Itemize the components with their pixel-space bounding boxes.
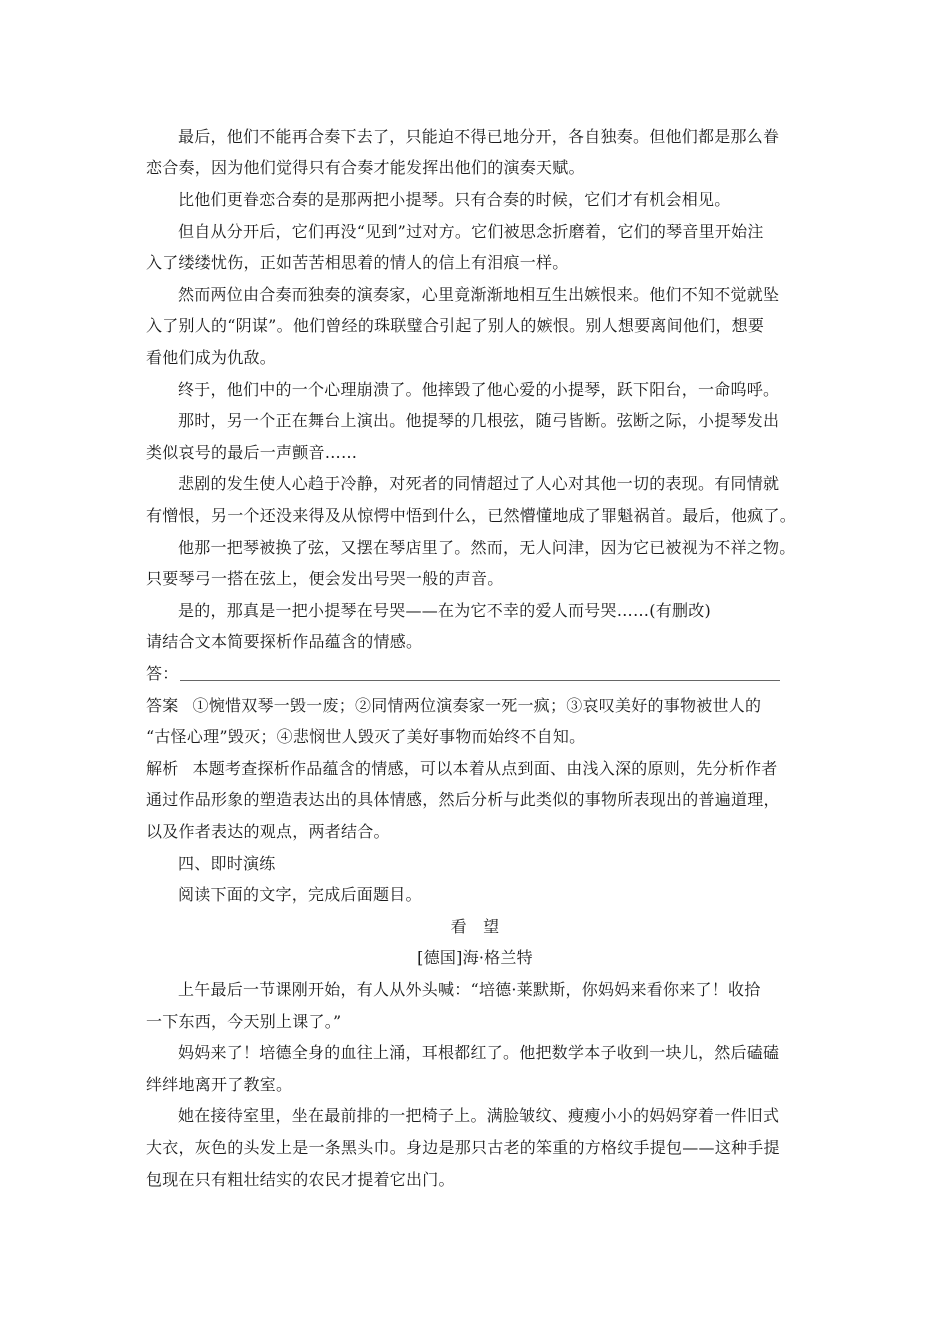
paragraph-line: 是的，那真是一把小提琴在号哭——在为它不幸的爱人而号哭……(有删改): [178, 601, 711, 620]
answer-prompt: 答：: [146, 664, 179, 683]
paragraph-line: 入了缕缕忧伤，正如苦苦相思着的情人的信上有泪痕一样。: [146, 253, 569, 272]
story-line: 她在接待室里，坐在最前排的一把椅子上。满脸皱纹、瘦瘦小小的妈妈穿着一件旧式: [178, 1106, 780, 1125]
story-author: [德国]海·格兰特: [417, 948, 533, 967]
paragraph-line: 类似哀号的最后一声颤音……: [146, 443, 358, 462]
analysis-text: 本题考查探析作品蕴含的情感，可以本着从点到面、由浅入深的原则，先分析作者: [192, 759, 778, 778]
analysis-label: 解析: [146, 759, 179, 778]
story-line: 大衣，灰色的头发上是一条黑头巾。身边是那只古老的笨重的方格纹手提包——这种手提: [146, 1138, 780, 1157]
answer-label: 答案: [146, 696, 179, 715]
paragraph-line: 比他们更眷恋合奏的是那两把小提琴。只有合奏的时候，它们才有机会相见。: [178, 190, 731, 209]
paragraph-line: 但自从分开后，它们再没“见到”过对方。它们被思念折磨着，它们的琴音里开始注: [178, 222, 764, 241]
question-text: 请结合文本简要探析作品蕴含的情感。: [146, 632, 423, 651]
paragraph-line: 只要琴弓一搭在弦上，便会发出号哭一般的声音。: [146, 569, 504, 588]
section-heading: 四、即时演练: [178, 854, 276, 873]
paragraph-line: 悲剧的发生使人心趋于冷静，对死者的同情超过了人心对其他一切的表现。有同情就: [178, 474, 780, 493]
paragraph-line: 那时，另一个正在舞台上演出。他提琴的几根弦，随弓皆断。弦断之际，小提琴发出: [178, 411, 780, 430]
paragraph-line: 最后，他们不能再合奏下去了，只能迫不得已地分开，各自独奏。但他们都是那么眷: [178, 127, 780, 146]
analysis-line: [146, 758, 778, 780]
paragraph-line: 恋合奏，因为他们觉得只有合奏才能发挥出他们的演奏天赋。: [146, 158, 585, 177]
analysis-line: 通过作品形象的塑造表达出的具体情感，然后分析与此类似的事物所表现出的普遍道理，: [146, 790, 780, 809]
answer-line: [146, 695, 761, 717]
paragraph-line: 入了别人的“阴谋”。他们曾经的珠联璧合引起了别人的嫉恨。别人想要离间他们，想要: [146, 316, 765, 335]
answer-text: ①惋惜双琴一毁一废；②同情两位演奏家一死一疯；③哀叹美好的事物被世人的: [192, 696, 762, 715]
paragraph-line: 有憎恨，另一个还没来得及从惊愕中悟到什么，已然懵懂地成了罪魁祸首。最后，他疯了。: [146, 506, 797, 525]
answer-blank-line: [180, 680, 780, 681]
story-line: 包现在只有粗壮结实的农民才提着它出门。: [146, 1170, 455, 1189]
answer-line: “古怪心理”毁灭；④悲悯世人毁灭了美好事物而始终不自知。: [146, 727, 586, 746]
paragraph-line: 终于，他们中的一个心理崩溃了。他摔毁了他心爱的小提琴，跃下阳台，一命呜呼。: [178, 380, 780, 399]
story-line: 妈妈来了！培德全身的血往上涌，耳根都红了。他把数学本子收到一块儿，然后磕磕: [178, 1043, 780, 1062]
story-line: 绊绊地离开了教室。: [146, 1075, 293, 1094]
story-title: 看 望: [450, 917, 500, 936]
paragraph-line: 他那一把琴被换了弦，又摆在琴店里了。然而，无人问津，因为它已被视为不祥之物。: [178, 538, 796, 557]
story-line: 一下东西，今天别上课了。”: [146, 1012, 342, 1031]
story-line: 上午最后一节课刚开始，有人从外头喊：“培德·莱默斯，你妈妈来看你来了！收拾: [178, 980, 761, 999]
section-instruction: 阅读下面的文字，完成后面题目。: [178, 885, 422, 904]
paragraph-line: 看他们成为仇敌。: [146, 348, 277, 367]
paragraph-line: 然而两位由合奏而独奏的演奏家，心里竟渐渐地相互生出嫉恨来。他们不知不觉就坠: [178, 285, 780, 304]
analysis-line: 以及作者表达的观点，两者结合。: [146, 822, 390, 841]
